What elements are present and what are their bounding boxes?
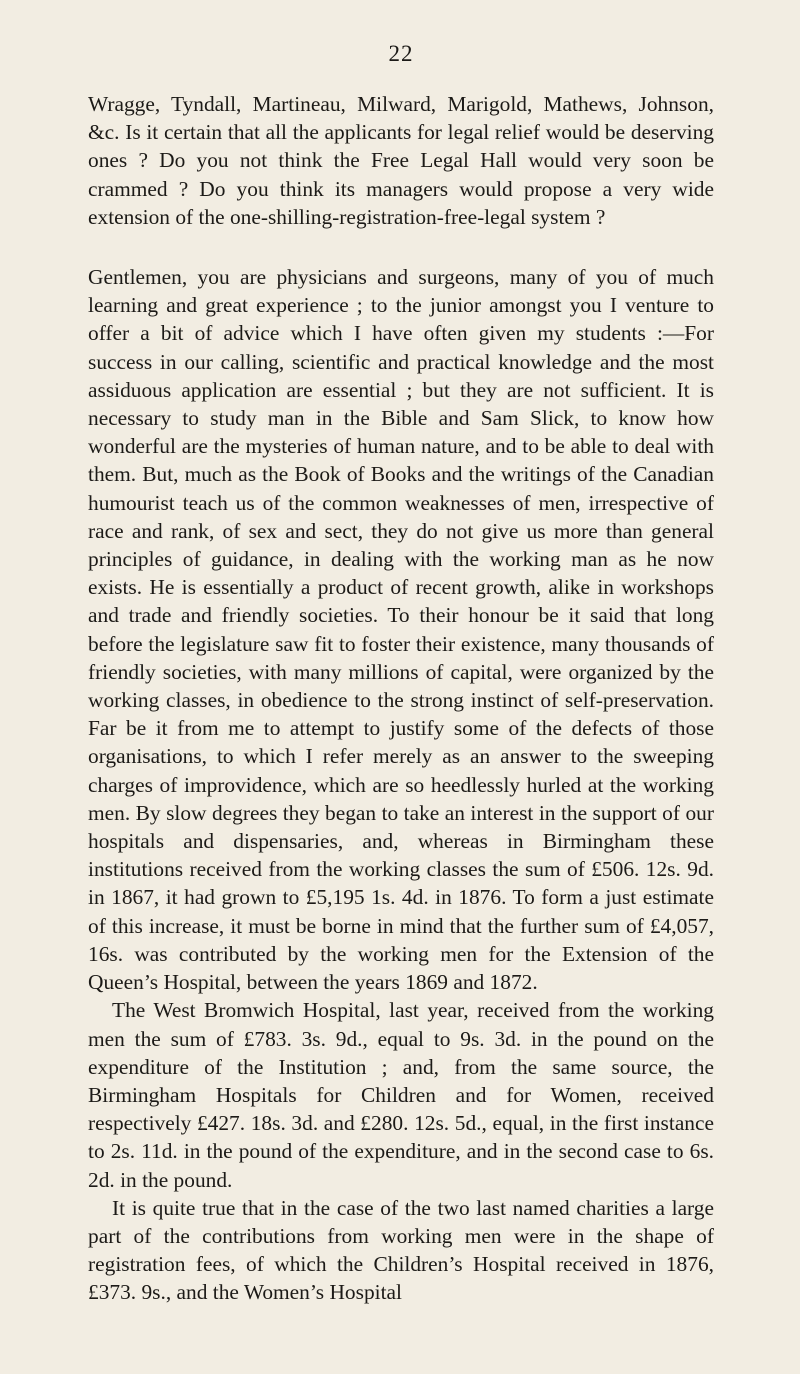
paragraph-legal-relief: Wragge, Tyndall, Martineau, Milward, Marigold, Mathews, Johnson, &c. Is it certain that all the applicants for legal relief would be deserving ones ? Do you not think the Free Legal Hall would very soon be crammed ? Do you think its managers would propose a very wide extension of the one-shilling-registration-free-legal system ? — [88, 92, 714, 229]
paragraph-registration-fees: It is quite true that in the case of the two last named charities a large part of the contributions from working men were in the shape of registration fees, of which the Children’s Hospital received in 1876, £373. 9s., and the Women’s Hospital — [88, 1195, 714, 1305]
paragraph-advice-to-physicians: Gentlemen, you are physicians and surgeons, many of you of much learning and great experience ; to the junior amongst you I venture to offer a bit of advice which I have often given my students :—For success in our calling, scientific and practical knowledge and the most assiduous application are essential ; but they are not sufficient. It is necessary to study man in the Bible and Sam Slick, to know how wonderful are the mysteries of human nature, and to be able to deal with them. But, much as the Book of Books and the writings of the Canadian humourist teach us of the common weaknesses of men, irrespective of race and rank, of sex and sect, they do not give us more than general principles of guidance, in dealing with the working man as he now exists. He is essentially a product of recent growth, alike in workshops and trade and friendly societies. To their honour be it said that long before the legislature saw fit to foster their existence, many thousands of friendly societies, with many millions of capital, were organized by the working classes, in obedience to the strong instinct of self-preservation. Far be it from me to attempt to justify some of the defects of those organisations, to which I refer merely as an answer to the sweeping charges of improvidence, which are so heedlessly hurled at the working men. By slow degrees they began to take an interest in the support of our hospitals and dispensaries, and, whereas in Birmingham these institutions received from the working classes the sum of £506. 12s. 9d. in 1867, it had grown to £5,195 1s. 4d. in 1876. To form a just estimate of this increase, it must be borne in mind that the further sum of £4,057, 16s. was contributed by the working men for the Extension of the Queen’s Hospital, between the years 1869 and 1872. — [88, 265, 714, 995]
page-number: 22 — [388, 41, 414, 66]
paragraph-west-bromwich-hospital: The West Bromwich Hospital, last year, received from the working men the sum of £783. 3s. 9d., equal to 9s. 3d. in the pound on the expenditure of the Institution ; and, from the same source, the Birmingham Hospitals for Children and for Women, received respectively £427. 18s. 3d. and £280. 12s. 5d., equal, in the first instance to 2s. 11d. in the pound of the expenditure, and in the second case to 6s. 2d. in the pound. — [88, 998, 714, 1192]
